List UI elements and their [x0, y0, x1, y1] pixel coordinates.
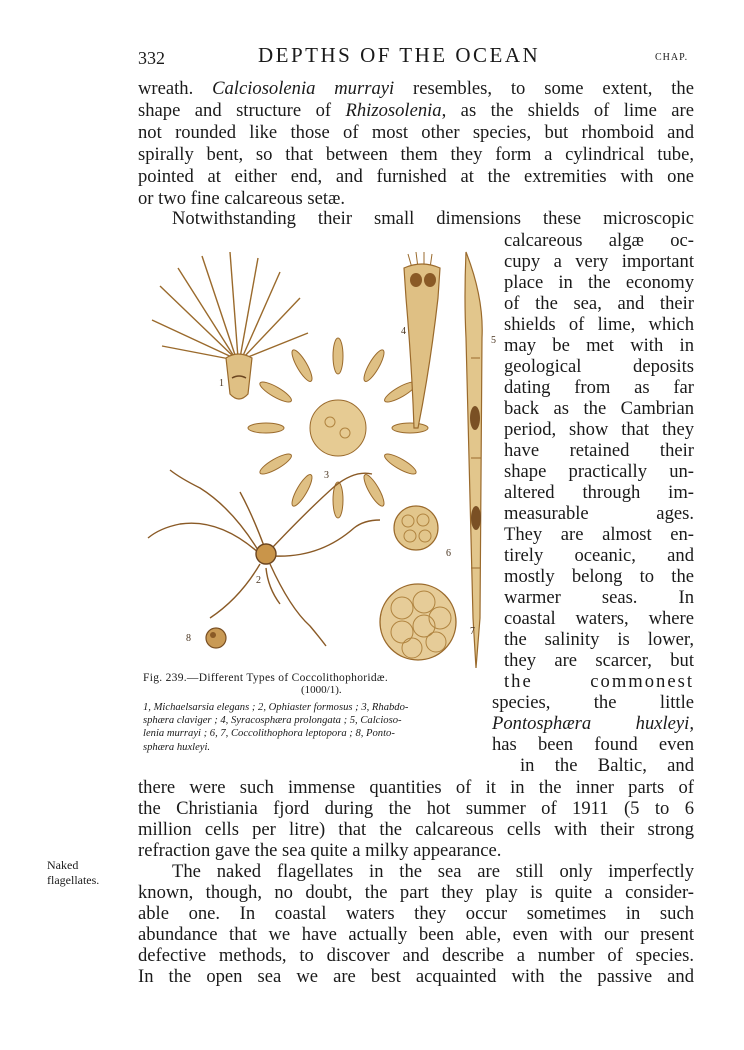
text-line: the Christiania fjord during the hot summer of 1911 (5 to 6 [138, 798, 694, 819]
right-column-line: period, show that they [504, 419, 694, 440]
margin-note-line: Naked [47, 858, 79, 872]
page-number: 332 [138, 48, 165, 68]
figure-label-4: 4 [401, 326, 406, 337]
text-line-6: or two fine calcareous setæ. [138, 188, 346, 209]
specimen-8-pontosphaera [206, 628, 226, 648]
specimen-4-syracosphaera [404, 252, 440, 428]
right-column-line: measurable ages. [504, 503, 694, 524]
right-column-line: geological deposits [504, 356, 694, 377]
species-calciosolenia: Calciosolenia murrayi [212, 78, 395, 99]
right-column-line: dating from as far [504, 377, 694, 398]
caption-line: 1, Michaelsarsia elegans ; 2, Ophiaster formosus ; 3, Rhabdo- [143, 702, 409, 713]
figure-label-1: 1 [219, 378, 224, 389]
text-line-5: pointed at either end, and furnished at the extremities with one [138, 166, 694, 187]
text-line-4: spirally bent, so that between them they form a cylindrical tube, [138, 144, 694, 165]
caption-line: sphæra claviger ; 4, Syracosphæra prolongata ; 5, Calcioso- [143, 715, 402, 727]
figure-label-3: 3 [324, 470, 329, 481]
text-line: The naked flagellates in the sea are still only imperfectly [172, 861, 694, 882]
specimen-2-ophiaster [148, 470, 380, 646]
figure-label-2: 2 [256, 575, 261, 586]
text-line: able one. In coastal waters they occur sometimes in such [138, 903, 694, 924]
right-column-line: shape practically un- [504, 461, 694, 482]
right-column-line: mostly belong to the [504, 566, 694, 587]
specimen-7-coccolithophora [380, 584, 456, 660]
right-column-line: coastal waters, where [504, 608, 694, 629]
specimen-3-rhabdosphaera [248, 338, 428, 518]
right-column-line: has been found even [492, 734, 694, 755]
figure-label-8: 8 [186, 633, 191, 644]
coccolithophoridae-figure [140, 238, 500, 668]
right-column-line: shields of lime, which [504, 314, 694, 335]
right-column-line: place in the economy [504, 272, 694, 293]
margin-note-line: flagellates. [47, 873, 100, 887]
running-title: DEPTHS OF THE OCEAN [258, 43, 541, 67]
text-line-3: not rounded like those of most other species, but rhomboid and [138, 122, 694, 143]
text-line: there were such immense quantities of it in the inner parts of [138, 777, 694, 798]
figure-caption-body [143, 701, 498, 754]
text-line: defective methods, to discover and describe a number of species. [138, 945, 694, 966]
right-column-line: back as the Cambrian [504, 398, 694, 419]
text-line-7: Notwithstanding their small dimensions these microscopic [172, 208, 694, 229]
text-line: refraction gave the sea quite a milky appearance. [138, 840, 502, 861]
figure-label-5: 5 [491, 335, 496, 346]
figure-label-7: 7 [470, 626, 475, 637]
right-column-line: the commonest [504, 671, 694, 692]
right-column-line: cupy a very important [504, 251, 694, 272]
figure-label-6: 6 [446, 548, 451, 559]
genus-rhizosolenia: Rhizosolenia [345, 100, 442, 121]
figure-caption-magnification: (1000/1). [301, 684, 342, 696]
specimen-5-calciosolenia [465, 252, 482, 668]
caption-line: sphæra huxleyi. [143, 741, 211, 753]
right-column-line: in the Baltic, and [520, 755, 694, 776]
right-column-line [492, 713, 694, 734]
right-column-line: of the sea, and their [504, 293, 694, 314]
right-column-line: have retained their [504, 440, 694, 461]
right-column-line: altered through im- [504, 482, 694, 503]
text-line: known, though, no doubt, the part they play is quite a consider- [138, 882, 694, 903]
figure-caption-title: Fig. 239.—Different Types of Coccolithophoridæ. [143, 672, 389, 684]
right-column-line: tirely oceanic, and [504, 545, 694, 566]
text-line-1: wreath. Calciosolenia murrayi resembles, to some extent, the [138, 78, 694, 99]
margin-note [47, 858, 99, 888]
specimen-6-coccolithophora [394, 506, 438, 550]
caption-line: lenia murrayi ; 6, 7, Coccolithophora leptopora ; 8, Ponto- [143, 728, 395, 740]
text-line: In the open sea we are best acquainted with the passive and [138, 966, 694, 987]
text-line: abundance that we have actually been able, even with our present [138, 924, 694, 945]
right-column-line: species, the little [492, 692, 694, 713]
specimen-1-michaelsarsia [152, 252, 308, 399]
chapter-label: CHAP. [655, 52, 689, 63]
text-line-2: shape and structure of Rhizosolenia, as the shields of lime are [138, 100, 694, 121]
right-column-line: warmer seas. In [504, 587, 694, 608]
right-column-line: They are almost en- [504, 524, 694, 545]
species-pontosphaera: Pontosphæra huxleyi, [492, 713, 694, 734]
right-column-line: may be met with in [504, 335, 694, 356]
text-line: million cells per litre) that the calcareous cells with their strong [138, 819, 694, 840]
right-column-line: calcareous algæ oc- [504, 230, 694, 251]
right-column-line: they are scarcer, but [504, 650, 694, 671]
right-column-line: the salinity is lower, [504, 629, 694, 650]
